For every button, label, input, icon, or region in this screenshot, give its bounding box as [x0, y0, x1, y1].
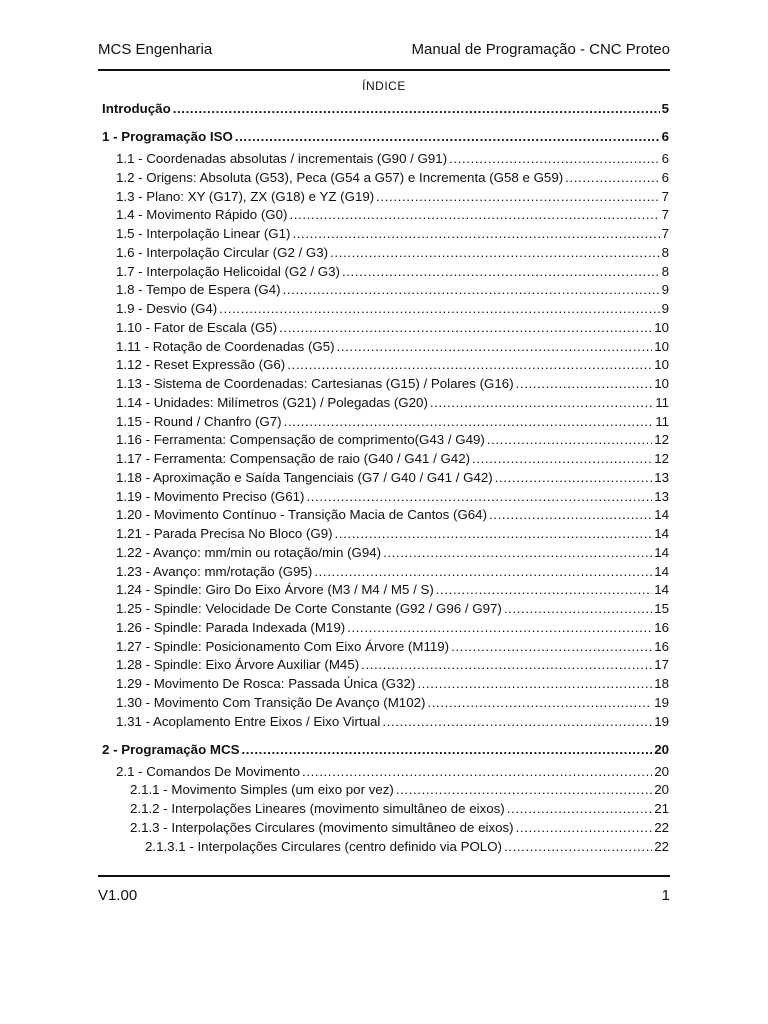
toc-entry-page: 10	[654, 319, 669, 335]
toc-entry-page: 12	[654, 451, 669, 466]
toc-entry[interactable]	[102, 741, 669, 759]
toc-dot-leader	[417, 675, 652, 693]
toc-entry[interactable]	[116, 506, 669, 524]
toc-entry-page: 6	[661, 169, 669, 185]
toc-entry-page: 10	[654, 338, 669, 354]
toc-entry-page: 12	[654, 432, 669, 448]
toc-entry-title: 1.3 - Plano: XY (G17), ZX (G18) e YZ (G19)	[116, 188, 375, 204]
toc-entry-title: 1.20 - Movimento Contínuo - Transição Macia de Cantos (G64)	[116, 507, 488, 523]
toc-entry[interactable]	[116, 656, 669, 674]
toc-dot-leader	[376, 188, 659, 206]
toc-dot-leader	[342, 263, 660, 281]
toc-entry[interactable]	[130, 781, 669, 799]
toc-entry[interactable]	[130, 800, 669, 818]
toc-entry-page: 7	[661, 207, 669, 223]
toc-dot-leader	[292, 225, 659, 243]
header-company: MCS Engenharia	[98, 41, 213, 58]
toc-entry[interactable]	[116, 431, 669, 449]
toc-entry-title: 2.1.2 - Interpolações Lineares (movimento simultâneo de eixos)	[130, 801, 505, 816]
toc-dot-leader	[302, 763, 652, 781]
toc-entry-page: 7	[661, 188, 669, 204]
toc-dot-leader	[330, 244, 659, 262]
toc-entry-page: 14	[654, 526, 669, 541]
toc-dot-leader	[487, 431, 652, 449]
toc-entry-page: 8	[661, 244, 669, 260]
toc-dot-leader	[489, 506, 652, 524]
toc-entry-title: 1.5 - Interpolação Linear (G1)	[116, 226, 291, 241]
toc-dot-leader	[314, 563, 652, 581]
toc-entry-page: 20	[654, 782, 669, 798]
toc-entry-title: 1.4 - Movimento Rápido (G0)	[116, 207, 288, 223]
toc-entry-title: 2.1.3.1 - Interpolações Circulares (centro definido via POLO)	[145, 838, 502, 854]
toc-entry-page: 20	[654, 763, 669, 779]
toc-dot-leader	[283, 281, 660, 299]
toc-entry-title: 1.16 - Ferramenta: Compensação de comprimento(G43 / G49)	[116, 432, 485, 448]
toc-entry-title: 1.13 - Sistema de Coordenadas: Cartesianas (G15) / Polares (G16)	[116, 376, 514, 391]
toc-entry[interactable]	[116, 338, 669, 356]
toc-entry-title: 1.26 - Spindle: Parada Indexada (M19)	[116, 619, 346, 635]
toc-entry-page: 18	[654, 676, 669, 691]
toc-dot-leader	[472, 450, 652, 468]
toc-dot-leader	[335, 525, 653, 543]
toc-entry-title: 1.21 - Parada Precisa No Bloco (G9)	[116, 526, 333, 541]
toc-entry-title: 1.30 - Movimento Com Transição De Avanço (M102)	[116, 694, 426, 710]
toc-dot-leader	[504, 600, 652, 618]
toc-entry[interactable]	[116, 169, 669, 187]
toc-entry-page: 22	[654, 838, 669, 854]
toc-entry[interactable]	[116, 638, 669, 656]
toc-entry-page: 19	[654, 694, 669, 710]
toc-entry-page: 14	[654, 563, 669, 579]
toc-entry-title: 2 - Programação MCS	[102, 741, 240, 757]
toc-entry[interactable]	[116, 356, 669, 374]
toc-dot-leader	[430, 394, 653, 412]
toc-entry-page: 22	[654, 819, 669, 835]
toc-entry-page: 20	[654, 741, 669, 757]
toc-entry-title: 2.1.3 - Interpolações Circulares (movimento simultâneo de eixos)	[130, 819, 514, 835]
toc-dot-leader	[279, 319, 652, 337]
toc-dot-leader	[436, 581, 652, 599]
toc-dot-leader	[241, 741, 652, 759]
toc-dot-leader	[565, 169, 659, 187]
toc-dot-leader	[507, 800, 652, 818]
toc-entry[interactable]	[116, 713, 669, 731]
toc-entry-page: 9	[661, 301, 669, 316]
toc-entry-page: 13	[654, 488, 669, 504]
toc-entry-title: 1.14 - Unidades: Milímetros (G21) / Polegadas (G20)	[116, 394, 428, 410]
toc-entry[interactable]	[116, 563, 669, 581]
toc-entry[interactable]	[116, 300, 669, 318]
toc-entry-title: 1.22 - Avanço: mm/min ou rotação/min (G94)	[116, 544, 382, 560]
toc-entry[interactable]	[116, 281, 669, 299]
toc-entry[interactable]	[116, 150, 669, 168]
footer-page-number: 1	[661, 887, 670, 904]
toc-entry[interactable]	[116, 525, 669, 543]
toc-title: ÍNDICE	[362, 79, 406, 93]
toc-dot-leader	[383, 544, 652, 562]
footer-divider	[98, 875, 670, 877]
toc-dot-leader	[284, 413, 654, 431]
toc-dot-leader	[361, 656, 652, 674]
header-divider	[98, 69, 670, 71]
toc-dot-leader	[173, 100, 660, 118]
toc-entry[interactable]	[116, 619, 669, 637]
toc-entry-title: 2.1 - Comandos De Movimento	[116, 763, 301, 779]
toc-entry-title: 1.18 - Aproximação e Saída Tangenciais (G7 / G40 / G41 / G42)	[116, 469, 493, 485]
toc-dot-leader	[516, 375, 653, 393]
toc-entry-title: Introdução	[102, 101, 171, 116]
toc-entry[interactable]	[116, 544, 669, 562]
toc-entry-title: 1.19 - Movimento Preciso (G61)	[116, 488, 305, 504]
toc-entry-page: 10	[654, 376, 669, 391]
toc-entry-title: 1.29 - Movimento De Rosca: Passada Única (G32)	[116, 676, 416, 691]
toc-dot-leader	[219, 300, 659, 318]
toc-entry[interactable]	[145, 838, 669, 856]
toc-entry[interactable]	[116, 763, 669, 781]
toc-entry-page: 17	[654, 657, 669, 673]
toc-entry-page: 6	[661, 129, 669, 144]
toc-entry[interactable]	[116, 206, 669, 224]
toc-entry-page: 6	[661, 151, 669, 166]
toc-entry-page: 16	[654, 619, 669, 635]
toc-entry[interactable]	[102, 100, 669, 118]
toc-dot-leader	[289, 206, 659, 224]
toc-entry[interactable]	[116, 188, 669, 206]
toc-entry[interactable]	[102, 128, 669, 146]
toc-entry-title: 1.11 - Rotação de Coordenadas (G5)	[116, 338, 335, 354]
footer-version: V1.00	[98, 887, 138, 904]
toc-entry[interactable]	[116, 225, 669, 243]
toc-dot-leader	[516, 819, 653, 837]
toc-entry[interactable]	[116, 488, 669, 506]
toc-dot-leader	[306, 488, 652, 506]
toc-entry[interactable]	[116, 319, 669, 337]
toc-entry-title: 1.15 - Round / Chanfro (G7)	[116, 413, 282, 429]
toc-dot-leader	[427, 694, 652, 712]
page-footer	[98, 886, 670, 906]
toc-dot-leader	[504, 838, 652, 856]
toc-entry-page: 19	[654, 713, 669, 729]
toc-entry[interactable]	[130, 819, 669, 837]
toc-entry-title: 1.24 - Spindle: Giro Do Eixo Árvore (M3 / M4 / M5 / S)	[116, 582, 434, 598]
toc-entry-title: 1.23 - Avanço: mm/rotação (G95)	[116, 563, 313, 579]
toc-entry-page: 14	[654, 544, 669, 560]
toc-dot-leader	[449, 150, 659, 168]
toc-entry-page: 8	[661, 263, 669, 279]
toc-entry-title: 1.10 - Fator de Escala (G5)	[116, 319, 278, 335]
toc-entry-page: 11	[655, 394, 669, 410]
toc-dot-leader	[347, 619, 652, 637]
toc-entry[interactable]	[116, 694, 669, 712]
toc-entry[interactable]	[116, 450, 669, 468]
header-manual-title: Manual de Programação - CNC Proteo	[411, 41, 670, 58]
toc-entry-title: 1.2 - Origens: Absoluta (G53), Peca (G54 a G57) e Incrementa (G58 e G59)	[116, 169, 564, 185]
toc-entry-title: 1.1 - Coordenadas absolutas / incrementais (G90 / G91)	[116, 151, 448, 166]
toc-entry-page: 5	[661, 101, 669, 116]
toc-entry-page: 15	[654, 601, 669, 616]
toc-entry-title: 1.6 - Interpolação Circular (G2 / G3)	[116, 244, 329, 260]
toc-dot-leader	[451, 638, 652, 656]
toc-entry[interactable]	[116, 413, 669, 431]
toc-entry-title: 1.7 - Interpolação Helicoidal (G2 / G3)	[116, 263, 340, 279]
toc-entry-title: 1.27 - Spindle: Posicionamento Com Eixo Árvore (M119)	[116, 638, 450, 654]
toc-entry-title: 1.12 - Reset Expressão (G6)	[116, 357, 286, 373]
toc-entry-title: 1.17 - Ferramenta: Compensação de raio (G40 / G41 / G42)	[116, 451, 471, 466]
toc-dot-leader	[235, 128, 660, 146]
toc-dot-leader	[337, 338, 653, 356]
toc-dot-leader	[287, 356, 652, 374]
toc-entry-page: 7	[661, 226, 669, 241]
toc-entry[interactable]	[116, 394, 669, 412]
toc-entry-page: 16	[654, 638, 669, 654]
toc-entry-page: 21	[654, 801, 669, 816]
toc-entry-title: 1 - Programação ISO	[102, 129, 233, 144]
toc-entry-page: 14	[654, 507, 669, 523]
toc-entry-page: 9	[661, 282, 669, 298]
toc-entry-title: 1.9 - Desvio (G4)	[116, 301, 218, 316]
toc-entry[interactable]	[116, 244, 669, 262]
toc-dot-leader	[396, 781, 652, 799]
toc-entry[interactable]	[116, 600, 669, 618]
toc-entry[interactable]	[116, 263, 669, 281]
toc-entry-page: 10	[654, 357, 669, 373]
toc-entry[interactable]	[116, 675, 669, 693]
toc-entry-title: 1.8 - Tempo de Espera (G4)	[116, 282, 281, 298]
toc-entry-title: 1.25 - Spindle: Velocidade De Corte Constante (G92 / G96 / G97)	[116, 601, 502, 616]
toc-entry-title: 2.1.1 - Movimento Simples (um eixo por vez)	[130, 782, 394, 798]
toc-entry-page: 13	[654, 469, 669, 485]
toc-entry[interactable]	[116, 581, 669, 599]
toc-entry-title: 1.31 - Acoplamento Entre Eixos / Eixo Virtual	[116, 713, 381, 729]
page-header	[98, 40, 670, 60]
toc-entry-title: 1.28 - Spindle: Eixo Árvore Auxiliar (M45)	[116, 657, 360, 673]
toc-dot-leader	[495, 469, 652, 487]
toc-entry[interactable]	[116, 375, 669, 393]
toc-entry-page: 14	[654, 582, 669, 598]
toc-dot-leader	[382, 713, 652, 731]
toc-entry-page: 11	[655, 413, 669, 429]
toc-entry[interactable]	[116, 469, 669, 487]
